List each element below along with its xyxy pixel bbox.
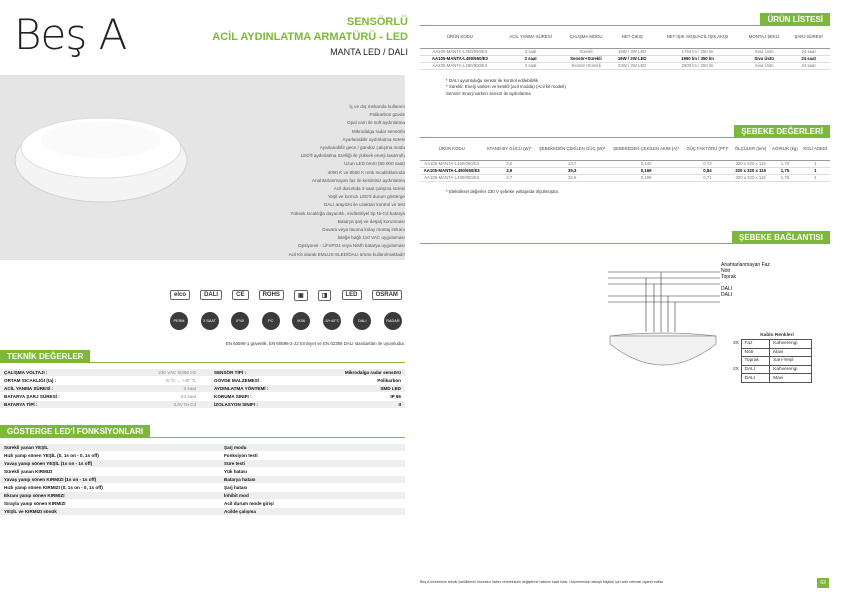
led-meaning: Yük hatası — [224, 469, 247, 474]
property-icon: -5/+40°C — [323, 312, 341, 330]
product-col-header: NET IŞIK AKIŞI/ACİL IŞIK AKIŞI — [654, 26, 741, 48]
table-cell: 16W / 3W LED — [611, 55, 654, 62]
product-note: * Sürekli: Enerji varken ve kesikli (acil modda) (Acil kit modeli) — [446, 84, 566, 89]
led-section — [0, 426, 405, 516]
cable-color-table — [732, 333, 812, 383]
led-state: Sürekli yanan KIRMIZI — [4, 469, 53, 474]
product-section — [420, 14, 830, 97]
table-row — [420, 48, 830, 55]
table-cell: 3 saat — [500, 48, 562, 55]
tech-cell: ORTAM SICAKLIĞI (ta) : — [4, 378, 57, 383]
tech-section — [0, 351, 405, 409]
tech-cell: 3 saat — [183, 386, 196, 391]
cert-logo: LED — [342, 290, 362, 300]
table-cell: 24 saat — [787, 62, 830, 69]
grid-col-header: GÜÇ FAKTÖRÜ (PF)* — [683, 138, 732, 160]
table-cell: 1750 lm / 250 lm — [654, 48, 741, 55]
feature-item: Batarya şarj ve deşarj korunması — [337, 218, 405, 224]
tech-cell: IP 65 — [390, 394, 401, 399]
feature-item: Yeşil ve kırmızı LED'li durum gösterge — [327, 194, 405, 200]
feature-item: DALI arayüzü ile uzaktan kontrol ve test — [324, 202, 405, 208]
feature-item: Opal cam ile soft aydınlatma — [347, 120, 405, 126]
table-cell: Sıva Üstü — [741, 62, 787, 69]
cable-color: Sarı-Yeşil — [770, 357, 812, 366]
table-cell: 320 x 320 x 115 — [732, 167, 769, 174]
led-meaning: Batarya hatası — [224, 477, 256, 482]
led-meaning: Şarj modu — [224, 445, 247, 450]
page-number: 63 — [817, 578, 829, 588]
led-meaning: Şarj hatası — [224, 485, 248, 490]
footer-note: Beş A ürünlerinin teknik özelliklerini önceden haber vermeksizin değiştirme hakkını saklı tutar. Ürünlerimizin detaylı bilgileri için web sitemizi ziyaret ediniz. — [420, 580, 665, 584]
table-cell: AA105-MANTA-L490/650/E3 — [420, 167, 483, 174]
cable-group — [732, 374, 741, 383]
feature-item: İç ve dış mekanda kullanım — [349, 104, 405, 109]
tech-row — [0, 401, 405, 409]
led-meaning: Acil durum mode girişi — [224, 501, 274, 506]
property-icon: PERM — [170, 312, 188, 330]
property-icon: IK06 — [292, 312, 310, 330]
tech-cell: ÇALIŞMA VOLTAJI : — [4, 370, 48, 375]
table-row — [420, 167, 830, 174]
tech-cell: İZOLASYON SINIFI : — [214, 402, 258, 407]
cable-heading: Kablo Renkleri — [760, 333, 794, 338]
property-icon: RADAR — [384, 312, 402, 330]
property-icon: PC — [262, 312, 280, 330]
table-cell: 1,75 — [769, 167, 800, 174]
tech-cell: SENSÖR TİPİ : — [214, 370, 246, 375]
table-cell: 1 — [801, 167, 830, 174]
grid-note: * Elektriksel değerler 230 V şebeke voltajında ölçülmüştür. — [446, 188, 560, 194]
led-state: Hızlı yanıp sönen YEŞİL (0, 1s on - 0, 1s off) — [4, 453, 99, 458]
tech-row — [0, 369, 405, 377]
table-cell: 23W / 3W LED — [611, 62, 654, 69]
table-cell: 3,9 — [483, 167, 535, 174]
grid-col-header: AĞIRLIK (kg) — [769, 138, 800, 160]
cert-logo: elco — [170, 290, 190, 300]
tech-cell: 24 saat — [180, 394, 196, 399]
feature-item: Anahtarlanmayan faz ile kesintisiz aydınlatma — [312, 177, 405, 183]
product-col-header: MONTAJ ŞEKLİ — [741, 26, 787, 48]
table-cell: 0,71 — [683, 174, 732, 181]
grid-heading: ŞEBEKE DEĞERLERİ — [734, 125, 830, 138]
led-row — [0, 492, 405, 500]
led-row — [0, 444, 405, 452]
led-heading: GÖSTERGE LED'İ FONKSİYONLARI — [0, 425, 150, 438]
led-row — [0, 468, 405, 476]
tech-cell: GÖVDE MALZEMESİ : — [214, 378, 262, 383]
cable-signal: Toprak — [741, 357, 770, 366]
title-line-1: SENSÖRLÜ — [346, 16, 408, 28]
title-line-3: MANTA LED / DALI — [330, 47, 408, 57]
cable-row — [732, 374, 812, 383]
cable-color: Kahverengi — [770, 340, 812, 349]
table-cell: 32,6 — [535, 174, 609, 181]
table-cell: 3,7 — [483, 174, 535, 181]
cable-signal: DALI — [741, 374, 770, 383]
cert-logo: ◨ — [318, 290, 332, 301]
led-state: Yavaş yanıp sönen KIRMIZI (1s on - 1s off) — [4, 477, 97, 482]
led-state: Sürekli yanan YEŞİL — [4, 445, 49, 450]
feature-item: İsteğe bağlı 110 VAC uygulaması — [337, 235, 405, 241]
wiring-heading: ŞEBEKE BAĞLANTISI — [732, 231, 830, 244]
cable-color: Mavi — [770, 374, 812, 383]
product-note: Sensör: Enerji varken sensör ile aydınlatma — [446, 90, 531, 96]
tech-cell: -5 °C ... +40 °C — [164, 378, 196, 383]
wiring-section — [420, 232, 830, 244]
feature-item: Polikarbon gövde — [369, 112, 405, 118]
product-col-header: ÇALIŞMA MODU — [561, 26, 610, 48]
table-cell: AA105-MANTA-L450/050/E3 — [420, 160, 483, 167]
table-cell: 24 saat — [787, 55, 830, 62]
feature-item: Opsiyonel - LiFePO4 veya NiMh batarya uygulaması — [298, 243, 405, 249]
led-meaning: Fonksiyon testi — [224, 453, 258, 458]
tech-cell: KORUMA SINIFI : — [214, 394, 252, 399]
cable-row — [732, 365, 812, 374]
tech-heading: TEKNİK DEĞERLER — [0, 350, 90, 363]
led-row — [0, 476, 405, 484]
feature-item: Ayarlanabilir gece / gündüz çalışma modu — [319, 145, 405, 151]
grid-table — [420, 138, 830, 182]
table-cell: AA105-MANTA-L490/650/E3 — [420, 55, 500, 62]
table-cell: Sürekli — [561, 48, 610, 55]
wire-label: Anahtarlanmayan Faz — [721, 262, 770, 268]
tech-cell: ACİL YANMA SÜRESİ : — [4, 386, 54, 391]
table-cell: 0,140 — [609, 160, 683, 167]
cert-logo: ROHS — [259, 290, 284, 300]
table-cell: 3 saat — [500, 62, 562, 69]
brand-logo: Beş A — [14, 10, 127, 59]
tech-cell: BATARYA ŞARJ SÜRESİ : — [4, 394, 60, 399]
product-table — [420, 26, 830, 70]
table-cell: 1,70 — [769, 160, 800, 167]
cable-signal: DALI — [741, 365, 770, 374]
grid-section — [420, 126, 830, 195]
cable-signal: Faz — [741, 340, 770, 349]
lamp-image — [12, 100, 190, 208]
led-state: Ekranı yanıp sönen KIRMIZI — [4, 493, 65, 498]
tech-cell: Polikarbon — [377, 378, 401, 383]
table-cell: 0,169 — [609, 167, 683, 174]
feature-item: Yüksek sıcaklığa dayanıklı, endüstriyel tip Ni-Cd batarya — [290, 210, 405, 216]
table-cell: AA105-MANTA-L490/900/E3 — [420, 174, 483, 181]
table-cell: 320 x 320 x 115 — [732, 174, 769, 181]
product-heading: ÜRÜN LİSTESİ — [760, 13, 830, 26]
led-row — [0, 460, 405, 468]
table-cell: 24 saat — [787, 48, 830, 55]
table-cell: 1 — [801, 160, 830, 167]
table-cell: Sıva Üstü — [741, 55, 787, 62]
standards-note: EN 60598-1 güvenlik, EN 60598-2-22 Emniyet ve EN 62386 DALI standartları ile uyumludur. — [225, 341, 405, 346]
grid-col-header: ÖLÇÜLER (mm) — [732, 138, 769, 160]
table-row — [420, 174, 830, 181]
table-cell: 23,7 — [535, 160, 609, 167]
table-cell: 16W / 3W LED — [611, 48, 654, 55]
table-row — [420, 160, 830, 167]
tech-row — [0, 393, 405, 401]
table-cell: 35,3 — [535, 167, 609, 174]
feature-list — [185, 103, 405, 259]
tech-cell: 3,6V Ni-Cd — [173, 402, 196, 407]
led-meaning: Süre testi — [224, 461, 245, 466]
led-row — [0, 500, 405, 508]
table-cell: 0,73 — [683, 160, 732, 167]
table-cell: 1 — [801, 174, 830, 181]
product-col-header: ACİL YANMA SÜRESİ — [500, 26, 562, 48]
table-cell: AA105-MANTA-L490/900/E3 — [420, 62, 500, 69]
tech-cell: Mikrodalga radar sensörü — [344, 370, 401, 375]
table-cell: Sensör+Sürekli — [561, 62, 610, 69]
certification-area — [170, 287, 402, 330]
wire-label: DALI — [721, 292, 733, 298]
table-cell: 1,75 — [769, 174, 800, 181]
table-cell: 0,198 — [609, 174, 683, 181]
cable-group: 3X — [733, 341, 739, 347]
product-col-header: NET ÇIKIŞ — [611, 26, 654, 48]
table-cell: 3 saat — [500, 55, 562, 62]
tech-cell: II — [398, 402, 401, 407]
product-col-header: ŞARJ SÜRESİ — [787, 26, 830, 48]
product-note: * DALI uyumluluğu sensör ile kontrol edilebilirlik — [446, 77, 539, 83]
tech-cell: SMD LED — [380, 386, 401, 391]
property-icon: 3 SAAT — [201, 312, 219, 330]
wire-label: Nötr — [721, 268, 731, 274]
led-state: Sırayla yanıp sönen KIRMIZI — [4, 501, 66, 506]
tech-cell: 230 VAC 50/60 Hz — [158, 370, 196, 375]
table-cell: Sıva Üstü — [741, 48, 787, 55]
feature-item: Duvara veya tavana kolay montaj imkanı — [322, 227, 405, 233]
tech-cell: AYDINLATMA YÖNTEMİ : — [214, 386, 269, 391]
feature-item: 4000 K ve 6500 K renk sıcaklıklarında — [327, 169, 405, 175]
feature-item: Acil Kit olarak EMLUS-SLED/DALI ürünü kullanılmaktadır — [288, 251, 405, 257]
cable-row — [732, 340, 812, 349]
led-row — [0, 452, 405, 460]
wire-label: DALI — [721, 286, 733, 292]
table-cell: Sensör+Sürekli — [561, 55, 610, 62]
cable-row — [732, 348, 812, 357]
led-meaning: İnhibit mod — [224, 493, 249, 498]
led-state: YEŞİL ve KIRMIZI sönük — [4, 509, 57, 514]
cable-group — [732, 348, 741, 357]
led-state: Yavaş yanıp sönen YEŞİL (1s on - 1s off) — [4, 461, 93, 466]
property-icon: IP40 — [231, 312, 249, 330]
grid-col-header: ÜRÜN KODU — [420, 138, 483, 160]
table-cell: 320 x 320 x 115 — [732, 160, 769, 167]
cert-logo: OSRAM — [372, 290, 402, 300]
cert-logo: CE — [232, 290, 248, 300]
tech-cell: BATARYA TİPİ : — [4, 402, 38, 407]
led-row — [0, 508, 405, 516]
cable-group: 2X — [733, 367, 739, 373]
property-icon: DALI — [353, 312, 371, 330]
product-col-header: ÜRÜN KODU — [420, 26, 500, 48]
wire-label: Toprak — [721, 274, 737, 280]
tech-row — [0, 385, 405, 393]
feature-item: Uzun LED ömrü (50.000 saat) — [343, 161, 405, 167]
table-cell: 2500 lm / 250 lm — [654, 62, 741, 69]
table-cell: 3,0 — [483, 160, 535, 167]
grid-col-header: STAND-BY GÜCÜ (W)* — [483, 138, 535, 160]
feature-item: Acil durumda 3 saat çalışma süresi — [333, 186, 405, 192]
cable-signal: Nötr — [741, 348, 770, 357]
led-row — [0, 484, 405, 492]
tech-row — [0, 377, 405, 385]
grid-col-header: KOLİ ADEDİ — [801, 138, 830, 160]
cert-logo: ▣ — [294, 290, 308, 301]
table-cell: 0,84 — [683, 167, 732, 174]
table-row — [420, 55, 830, 62]
feature-item: LED'li aydınlatma özelliği ile yüksek enerji tasarrufu — [300, 153, 405, 159]
table-cell: 1950 lm / 350 lm — [654, 55, 741, 62]
cert-logo: DALI — [200, 290, 222, 300]
title-line-2: ACİL AYDINLATMA ARMATÜRÜ - LED — [212, 31, 408, 43]
cable-row — [732, 357, 812, 366]
table-row — [420, 62, 830, 69]
grid-col-header: ŞEBEKEDEN ÇEKİLEN GÜÇ (W)* — [535, 138, 609, 160]
cable-color: Mavi — [770, 348, 812, 357]
feature-item: Ayarlanabilir aydınlatma süresi — [342, 136, 405, 142]
table-cell: AA105-MANTA-L450/050/E3 — [420, 48, 500, 55]
cable-group — [732, 357, 741, 366]
led-state: Hızlı yanıp sönen KIRMIZI (0, 1s on - 0, 1s off) — [4, 485, 103, 490]
feature-item: Mikrodalga radar sensörlü — [351, 128, 405, 134]
cable-color: Kahverengi — [770, 365, 812, 374]
grid-col-header: ŞEBEKEDEN ÇEKİLEN AKIM (A)* — [609, 138, 683, 160]
led-meaning: Acilde çalışma — [224, 509, 256, 514]
